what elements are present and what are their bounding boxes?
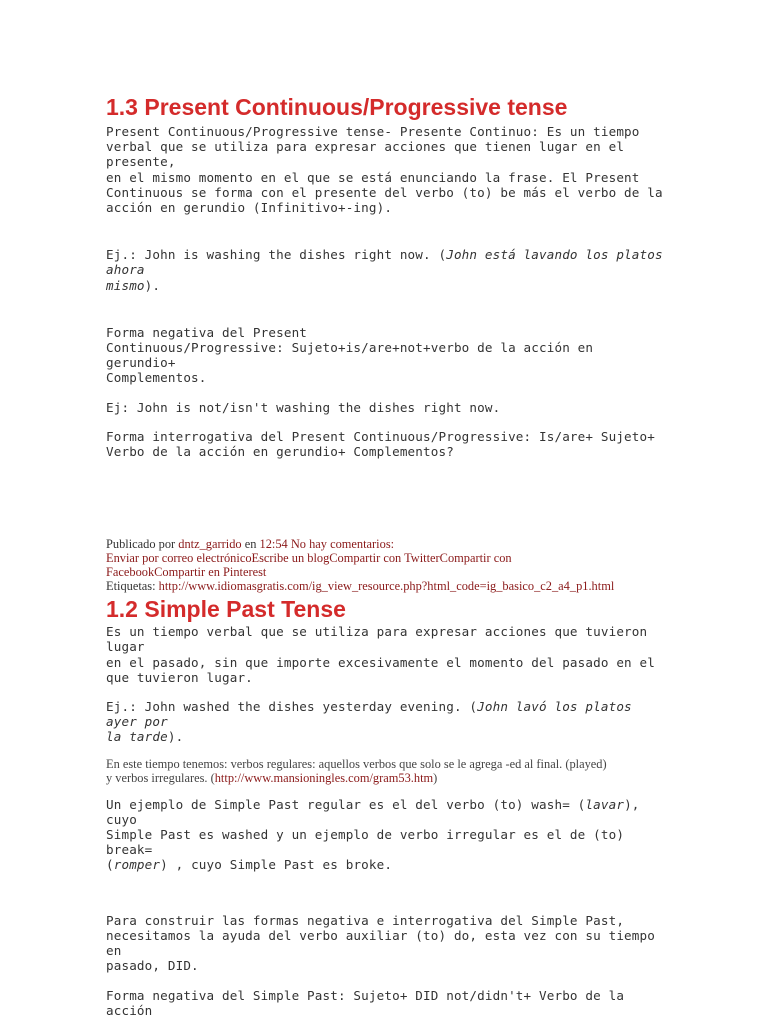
- post-footer: Publicado por dntz_garrido en 12:54 No hay comentarios: Enviar por correo electrónicoEscribe un blogCompartir con TwitterCompartir con FacebookCompartir en Pinterest Etiquetas: http://www.idiomasgratis.com/ig_view_resource.php?html_code=ig_basico_c2_a4_p1.html: [106, 537, 615, 594]
- simple-past-auxiliary-explanation: Para construir las formas negativa e interrogativa del Simple Past, necesitamos la ayuda del verbo auxiliar (to) do, esta vez con su tiempo en pasado, DID.: [106, 912, 655, 974]
- simple-past-verb-types: En este tiempo tenemos: verbos regulares: aquellos verbos que solo se le agrega -ed al final. (played) y verbos irregulares. (http://www.mansioningles.com/gram53.htm): [106, 756, 607, 785]
- simple-past-regular-irregular-example: Un ejemplo de Simple Past regular es el del verbo (to) wash= (lavar), cuyo Simple Past es washed y un ejemplo de verbo irregular es el de (to) break= (romper) , cuyo Simple Past es broke.: [106, 796, 640, 873]
- author-link[interactable]: dntz_garrido: [178, 537, 242, 552]
- share-links[interactable]: Enviar por correo electrónicoEscribe un blogCompartir con TwitterCompartir con: [106, 551, 512, 566]
- post-time-link[interactable]: 12:54: [259, 537, 288, 552]
- section-title-present-continuous: 1.3 Present Continuous/Progressive tense: [106, 94, 568, 120]
- mansioningles-link[interactable]: http://www.mansioningles.com/gram53.htm: [214, 770, 434, 785]
- share-links-continued[interactable]: FacebookCompartir en Pinterest: [106, 565, 267, 580]
- document-page: [106, 92, 666, 1018]
- section-title-simple-past: 1.2 Simple Past Tense: [106, 596, 346, 623]
- present-continuous-example: Ej.: John is washing the dishes right now. (John está lavando los platos ahora mismo).: [106, 247, 663, 293]
- simple-past-definition: Es un tiempo verbal que se utiliza para expresar acciones que tuvieron lugar en el pasado, sin que importe excesivamente el momento del pasado en el que tuvieron lugar.: [106, 624, 655, 685]
- comments-link[interactable]: No hay comentarios:: [290, 537, 395, 552]
- present-continuous-negative-form: Forma negativa del Present Continuous/Progressive: Sujeto+is/are+not+verbo de la acción en gerundio+ Complementos.: [106, 324, 594, 386]
- present-continuous-definition: Present Continuous/Progressive tense- Presente Continuo: Es un tiempo verbal que se utiliza para expresar acciones que tienen lugar en el presente, en el mismo momento en el que se está enunciando la frase. El Present Continuous se forma con el presente del verbo (to) be más el verbo de la acción en gerundio (Infinitivo+-ing).: [106, 124, 663, 216]
- simple-past-negative-form: Forma negativa del Simple Past: Sujeto+ DID not/didn't+ Verbo de la acción: [106, 987, 625, 1018]
- present-continuous-negative-example: Ej: John is not/isn't washing the dishes right now.: [106, 399, 501, 415]
- present-continuous-interrogative-form: Forma interrogativa del Present Continuous/Progressive: Is/are+ Sujeto+ Verbo de la acción en gerundio+ Complementos?: [106, 428, 655, 460]
- simple-past-example: Ej.: John washed the dishes yesterday evening. (John lavó los platos ayer por la tarde).: [106, 699, 632, 745]
- tag-link[interactable]: http://www.idiomasgratis.com/ig_view_resource.php?html_code=ig_basico_c2_a4_p1.html: [158, 579, 615, 594]
